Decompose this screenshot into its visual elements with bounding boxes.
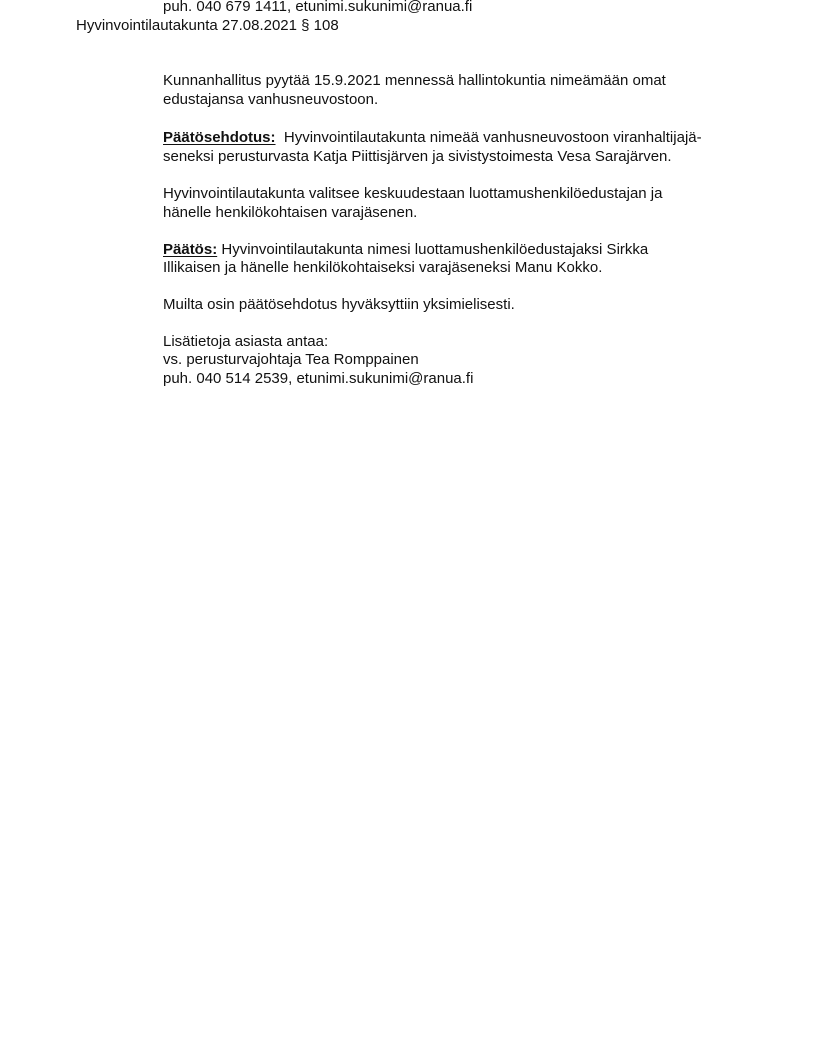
more-info-line-2: vs. perusturvajohtaja Tea Romppainen (163, 351, 419, 368)
decision-label: Päätös: (163, 241, 218, 258)
decision-line-1 (163, 241, 648, 260)
more-info-line-1: Lisätietoja asiasta antaa: (163, 333, 329, 350)
proposal-text: Hyvinvointilautakunta nimeää vanhusneuvostoon viranhaltijajä- (283, 129, 702, 146)
top-contact-line: puh. 040 679 1411, etunimi.sukunimi@ranua.fi (163, 0, 473, 15)
section-header: Hyvinvointilautakunta 27.08.2021 § 108 (76, 17, 339, 34)
otherwise-line: Muilta osin päätösehdotus hyväksyttiin yksimielisesti. (163, 296, 515, 313)
proposal-label: Päätösehdotus: (163, 129, 276, 146)
proposal-line-1 (163, 129, 702, 148)
proposal-line-2: seneksi perusturvasta Katja Piittisjärven ja sivistystoimesta Vesa Sarajärven. (163, 148, 672, 165)
election-line-1: Hyvinvointilautakunta valitsee keskuudestaan luottamushenkilöedustajan ja (163, 185, 663, 202)
intro-line-2: edustajansa vanhusneuvostoon. (163, 91, 379, 108)
decision-text: Hyvinvointilautakunta nimesi luottamushenkilöedustajaksi Sirkka (221, 241, 649, 258)
intro-line-1: Kunnanhallitus pyytää 15.9.2021 mennessä hallintokuntia nimeämään omat (163, 72, 666, 89)
election-line-2: hänelle henkilökohtaisen varajäsenen. (163, 204, 418, 221)
decision-line-2: Illikaisen ja hänelle henkilökohtaiseksi varajäseneksi Manu Kokko. (163, 259, 603, 276)
more-info-line-3: puh. 040 514 2539, etunimi.sukunimi@ranua.fi (163, 370, 474, 387)
